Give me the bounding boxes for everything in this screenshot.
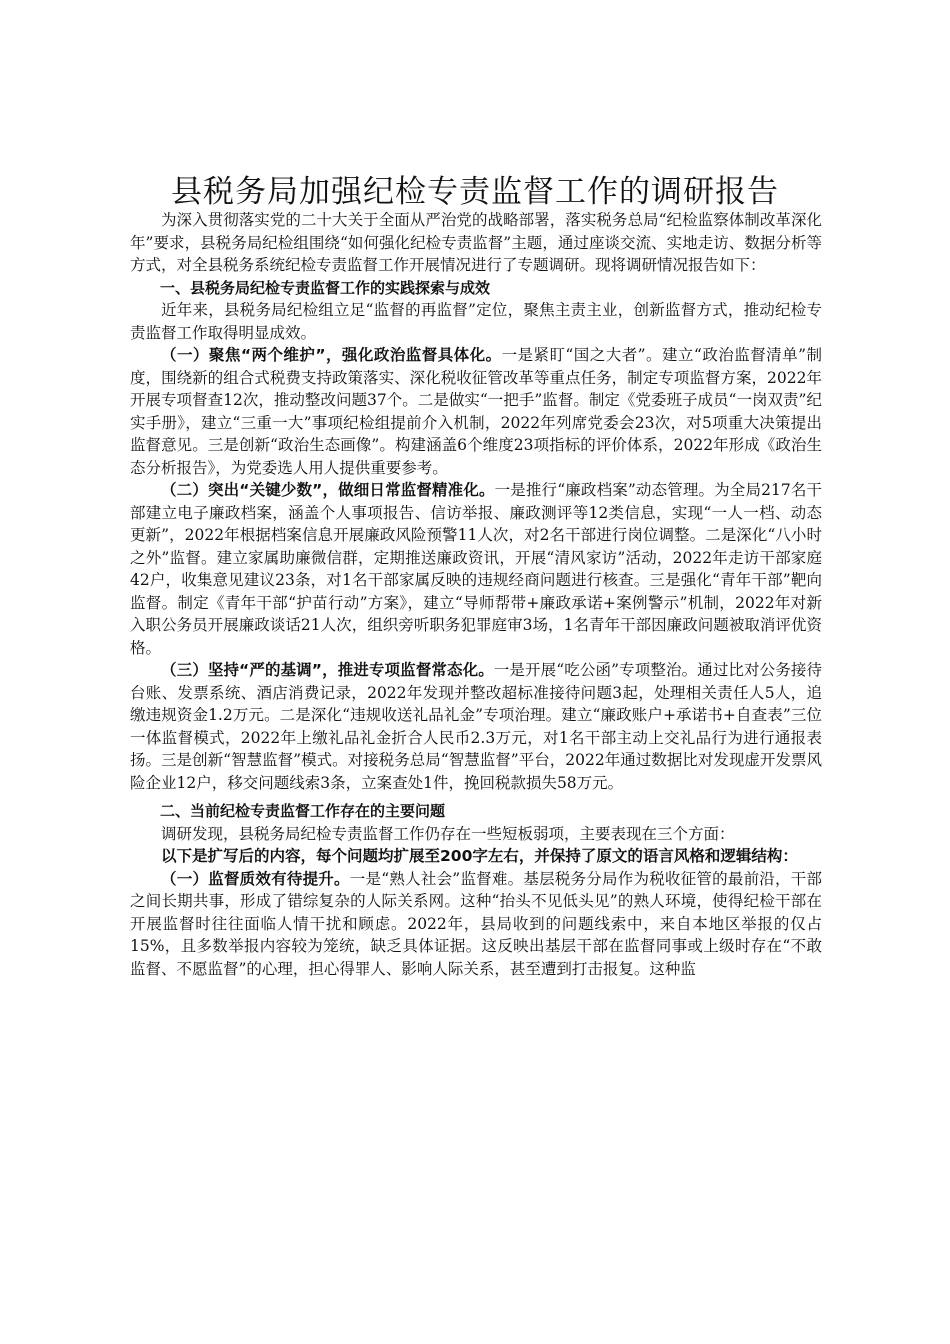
item-text: 一是开展“吃公函”专项整治。通过比对公务接待台账、发票系统、酒店消费记录，2022年发现并整改超标准接待问题3起，处理相关责任人5人，追缴违规资金1.2万元。二是深化“违规收送礼品礼金”专项治理。建立“廉政账户+承诺书+自查表”三位一体监督模式，2022年上缴礼品礼金折合人民币2.3万元，对1名干部主动上交礼品行为进行通报表扬。三是创新“智慧监督”模式。对接税务总局“智慧监督”平台，2022年通过数据比对发现虚开发票风险企业12户，移交问题线索3条，立案查处1件，挽回税款损失58万元。 xyxy=(130,661,822,792)
item-text: 一是“熟人社会”监督难。基层税务分局作为税收征管的最前沿，干部之间长期共事，形成了错综复杂的人际关系网。这种“抬头不见低头见”的熟人环境，使得纪检干部在开展监督时往往面临人情干扰和顾虑。2022年，县局收到的问题线索中，来自本地区举报的仅占15%，且多数举报内容较为笼统，缺乏具体证据。这反映出基层干部在监督同事或上级时存在“不敢监督、不愿监督”的心理，担心得罪人、影响人际关系，甚至遭到打击报复。这种监 xyxy=(130,869,822,978)
item-lead: （三）坚持“严的基调”，推进专项监督常态化。 xyxy=(161,661,494,679)
intro-paragraph: 为深入贯彻落实党的二十大关于全面从严治党的战略部署，落实税务总局“纪检监察体制改革深化年”要求，县税务局纪检组围绕“如何强化纪检专责监督”主题，通过座谈交流、实地走访、数据分析等方式，对全县税务系统纪检专责监督工作开展情况进行了专题调研。现将调研情况报告如下： xyxy=(130,211,822,274)
item-text: 一是推行“廉政档案”动态管理。为全局217名干部建立电子廉政档案，涵盖个人事项报告、信访举报、廉政测评等12类信息，实现“一人一档、动态更新”，2022年根据档案信息开展廉政风险预警11人次，对2名干部进行岗位调整。二是深化“八小时之外”监督。建立家属助廉微信群，定期推送廉政资讯，开展“清风家访”活动，2022年走访干部家庭42户，收集意见建议23条，对1名干部家属反映的违规经商问题进行核查。三是强化“青年干部”靶向监督。制定《青年干部“护苗行动”方案》，建立“导师帮带+廉政承诺+案例警示”机制，2022年对新入职公务员开展廉政谈话21人次，组织旁听职务犯罪庭审3场，1名青年干部因廉政问题被取消评优资格。 xyxy=(130,481,822,657)
expansion-note: 以下是扩写后的内容，每个问题均扩展至200字左右，并保持了原文的语言风格和逻辑结构： xyxy=(161,847,798,865)
document-title: 县税务局加强纪检专责监督工作的调研报告 xyxy=(171,174,779,210)
section-2-heading: 二、当前纪检专责监督工作存在的主要问题 xyxy=(160,802,446,820)
item-lead: （二）突出“关键少数”，做细日常监督精准化。 xyxy=(161,481,495,499)
section-2-intro: 调研发现，县税务局纪检专责监督工作仍存在一些短板弱项，主要表现在三个方面： xyxy=(161,824,735,843)
section-1-item-1 xyxy=(130,344,822,479)
section-1-heading: 一、县税务局纪检专责监督工作的实践探索与成效 xyxy=(160,278,491,297)
item-lead: （一）监督质效有待提升。 xyxy=(161,869,350,888)
item-text: 一是紧盯“国之大者”。建立“政治监督清单”制度，围绕新的组合式税费支持政策落实、深化税收征管改革等重点任务，制定专项监督方案，2022年开展专项督查12次，推动整改问题37个。二是做实“一把手”监督。制定《党委班子成员“一岗双责”纪实手册》，建立“三重一大”事项纪检组提前介入机制，2022年列席党委会23次，对5项重大决策提出监督意见。三是创新“政治生态画像”。构建涵盖6个维度23项指标的评价体系，2022年形成《政治生态分析报告》，为党委选人用人提供重要参考。 xyxy=(130,346,822,477)
section-1-item-2 xyxy=(130,479,822,659)
document-body xyxy=(130,209,822,980)
section-1-item-3 xyxy=(130,659,822,794)
section-2-item-1 xyxy=(130,868,822,981)
section-1-intro: 近年来，县税务局纪检组立足“监督的再监督”定位，聚焦主责主业，创新监督方式，推动纪检专责监督工作取得明显成效。 xyxy=(130,301,822,342)
item-lead: （一）聚焦“两个维护”，强化政治监督具体化。 xyxy=(161,346,502,364)
